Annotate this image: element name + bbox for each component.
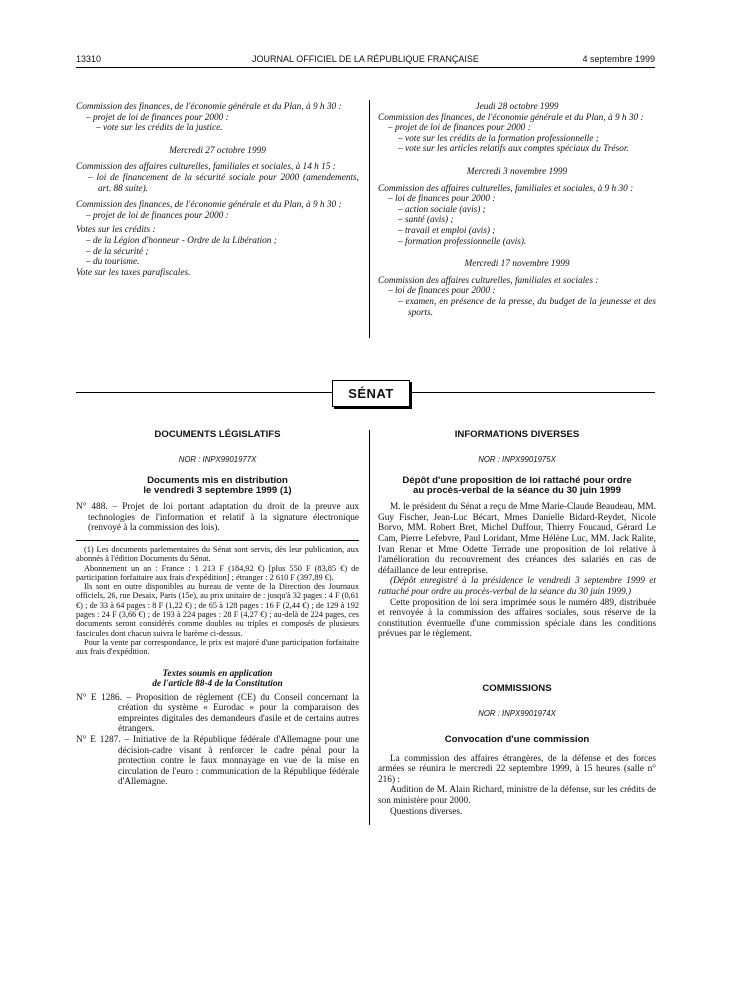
column-divider-bottom (369, 430, 370, 825)
agenda-right-line: Commission des affaires culturelles, familiales et sociales : (378, 275, 599, 286)
agenda-right-line: – action sociale (avis) ; (398, 204, 486, 215)
agenda-left-line: – de la Légion d'honneur - Ordre de la Libération ; (86, 235, 277, 246)
info-paragraph-3: Cette proposition de loi sera imprimée sous le numéro 489, distribuée et renvoyée à la commission des affaires sociales, sous réserve de la constitution éventuelle d'une commission spéciale dans les conditions prévues par le règlement. (378, 597, 656, 640)
textes-heading: Textes soumis en application de l'article 88-4 de la Constitution (152, 668, 283, 689)
footnote-1: (1) Les documents parlementaires du Sénat sont servis, dès leur publication, aux abonnés à l'édition Documents du Sénat. (76, 544, 359, 564)
info-subheading: Dépôt d'une proposition de loi rattaché pour ordre au procès-verbal de la séance du 30 juin 1999 (402, 475, 632, 497)
senat-rule-right (412, 392, 655, 393)
agenda-right-line: – loi de finances pour 2000 : (388, 194, 496, 205)
info-column (378, 430, 656, 817)
agenda-right-line: Commission des affaires culturelles, familiales et sociales, à 9 h 30 : (378, 183, 634, 194)
agenda-right-line: Commission des finances, de l'économie générale et du Plan, à 9 h 30 : (378, 112, 644, 123)
agenda-right-line: – examen, en présence de la presse, du budget de la jeunesse et des sports. (398, 296, 656, 318)
page-number: 13310 (76, 54, 102, 64)
info-heading: INFORMATIONS DIVERSES (454, 429, 580, 440)
agenda-right-line: – loi de finances pour 2000 : (388, 286, 496, 297)
agenda-right-line: – vote sur les crédits de la formation professionnelle ; (398, 133, 599, 144)
agenda-right-line: – formation professionnelle (avis). (398, 236, 527, 247)
agenda-left-line: – projet de loi de finances pour 2000 : (86, 112, 229, 123)
agenda-right-line: – projet de loi de finances pour 2000 : (388, 123, 531, 134)
header-date: 4 septembre 1999 (582, 54, 655, 64)
document-item-e1287: N° E 1287. – Initiative de la République fédérale d'Allemagne pour une décision-cadre visant à renforcer le cadre pénal pour la protection contre le faux monnayage en vue de la mise en circulation de l'euro : communication de la République fédérale d'Allemagne. (76, 734, 359, 788)
info-nor: NOR : INPX9901975X (478, 454, 556, 464)
agenda-left-line: – du tourisme. (86, 257, 140, 268)
column-divider-top (369, 100, 370, 338)
header-rule (76, 67, 655, 68)
senat-rule-left (76, 392, 332, 393)
footnote-3: Ils sont en outre disponibles au bureau de vente de la Direction des Journaux officiels, 26, rue Desaix, Paris (15e), au prix unitaire de : jusqu'à 32 pages : 4 F (0,61 €) ; de 33 à 64 pages : 8 F (1,22 €) ; de 65 à 128 pages : 16 F (2,44 €) ; de 129 à 192 pages : 24 F (3,66 €) ; de 193 à 224 pages : 28 F (4,27 €) ; au-delà de 224 pages, ces documents seront considérés comme doubles ou triples et composés de plusieurs fascicules dont chacun suivra le barème ci-dessus. (76, 582, 359, 638)
documents-heading: DOCUMENTS LÉGISLATIFS (154, 429, 281, 440)
agenda-right-line: – vote sur les articles relatifs aux comptes spéciaux du Trésor. (398, 144, 629, 155)
commissions-heading: COMMISSIONS (482, 682, 552, 694)
agenda-right-line: Jeudi 28 octobre 1999 (475, 102, 559, 112)
agenda-left-line: Commission des finances, de l'économie générale et du Plan, à 9 h 30 : (76, 200, 342, 211)
agenda-left-column (76, 102, 359, 278)
senat-title-box: SÉNAT (332, 380, 410, 407)
agenda-left-line: Commission des affaires culturelles, familiales et sociales, à 14 h 15 : (76, 162, 336, 173)
documents-nor: NOR : INPX9901977X (178, 454, 257, 464)
agenda-left-line: – de la sécurité ; (86, 246, 149, 257)
agenda-left-line: Mercredi 27 octobre 1999 (169, 145, 266, 156)
info-paragraph-1: M. le président du Sénat a reçu de Mme Marie-Claude Beaudeau, MM. Guy Fischer, Jean-Luc Bécart, Mmes Danielle Bidard-Reydet, Nicole Borvo, MM. Robert Bret, Michel Duffour, Thierry Foucaud, Gérard Le Cam, Pierre Lefebvre, Paul Loridant, Mme Hélène Luc, MM. Jack Ralite, Ivan Renar et Mme Odette Terrade une proposition de loi relative à l'amélioration du recouvrement des créances des salariés en cas de défaillance de leur entreprise. (378, 502, 656, 576)
agenda-right-line: – santé (avis) ; (398, 215, 454, 226)
footnote-rule (76, 540, 359, 541)
footnote-4: Pour la vente par correspondance, le prix est majoré d'une participation forfaitaire aux frais d'expédition. (76, 637, 359, 657)
agenda-right-line: Mercredi 17 novembre 1999 (464, 259, 570, 270)
commissions-subheading: Convocation d'une commission (444, 734, 590, 746)
documents-column (76, 430, 359, 788)
info-paragraph-2: (Dépôt enregistré à la présidence le vendredi 3 septembre 1999 et rattaché pour ordre au procès-verbal de la séance du 30 juin 1999.) (378, 576, 656, 597)
document-item-488: N° 488. – Projet de loi portant adaptation du droit de la preuve aux technologies de l'information et relatif à la signature électronique (renvoyé à la commission des lois). (76, 502, 359, 534)
document-item-e1286: N° E 1286. – Proposition de règlement (CE) du Conseil concernant la création du système « Eurodac » pour la comparaison des empreintes digitales des demandeurs d'asile et de certains autres étrangers. (76, 692, 359, 735)
commissions-nor: NOR : INPX9901974X (478, 708, 556, 718)
commissions-paragraph-1: La commission des affaires étrangères, de la défense et des forces armées se réunira le mercredi 22 septembre 1999, à 15 heures (salle n° 216) : (378, 753, 656, 785)
agenda-left-line: – vote sur les crédits de la justice. (96, 123, 223, 134)
documents-subheading: Documents mis en distribution le vendredi 3 septembre 1999 (1) (143, 475, 292, 497)
commissions-paragraph-3: Questions diverses. (390, 806, 463, 817)
footnote-2: Abonnement un an : France : 1 213 F (184,92 €) [plus 550 F (83,85 €) de participation forfaitaire aux frais d'expédition] ; étranger : 2 610 F (397,89 €). (76, 563, 359, 582)
agenda-left-line: – projet de loi de finances pour 2000 : (86, 210, 229, 221)
commissions-paragraph-2: Audition de M. Alain Richard, ministre de la défense, sur les crédits de son ministère pour 2000. (378, 785, 656, 807)
agenda-left-line: Commission des finances, de l'économie générale et du Plan, à 9 h 30 : (76, 102, 342, 112)
agenda-left-line: Votes sur les crédits : (76, 225, 156, 236)
agenda-right-column (378, 102, 656, 318)
agenda-left-line: Vote sur les taxes parafiscales. (76, 267, 191, 278)
agenda-left-line: – loi de financement de la sécurité sociale pour 2000 (amendements, art. 88 suite). (88, 172, 359, 194)
agenda-right-line: – travail et emploi (avis) ; (398, 225, 496, 236)
agenda-right-line: Mercredi 3 novembre 1999 (466, 166, 568, 177)
journal-title: JOURNAL OFFICIEL DE LA RÉPUBLIQUE FRANÇAISE (252, 54, 479, 64)
